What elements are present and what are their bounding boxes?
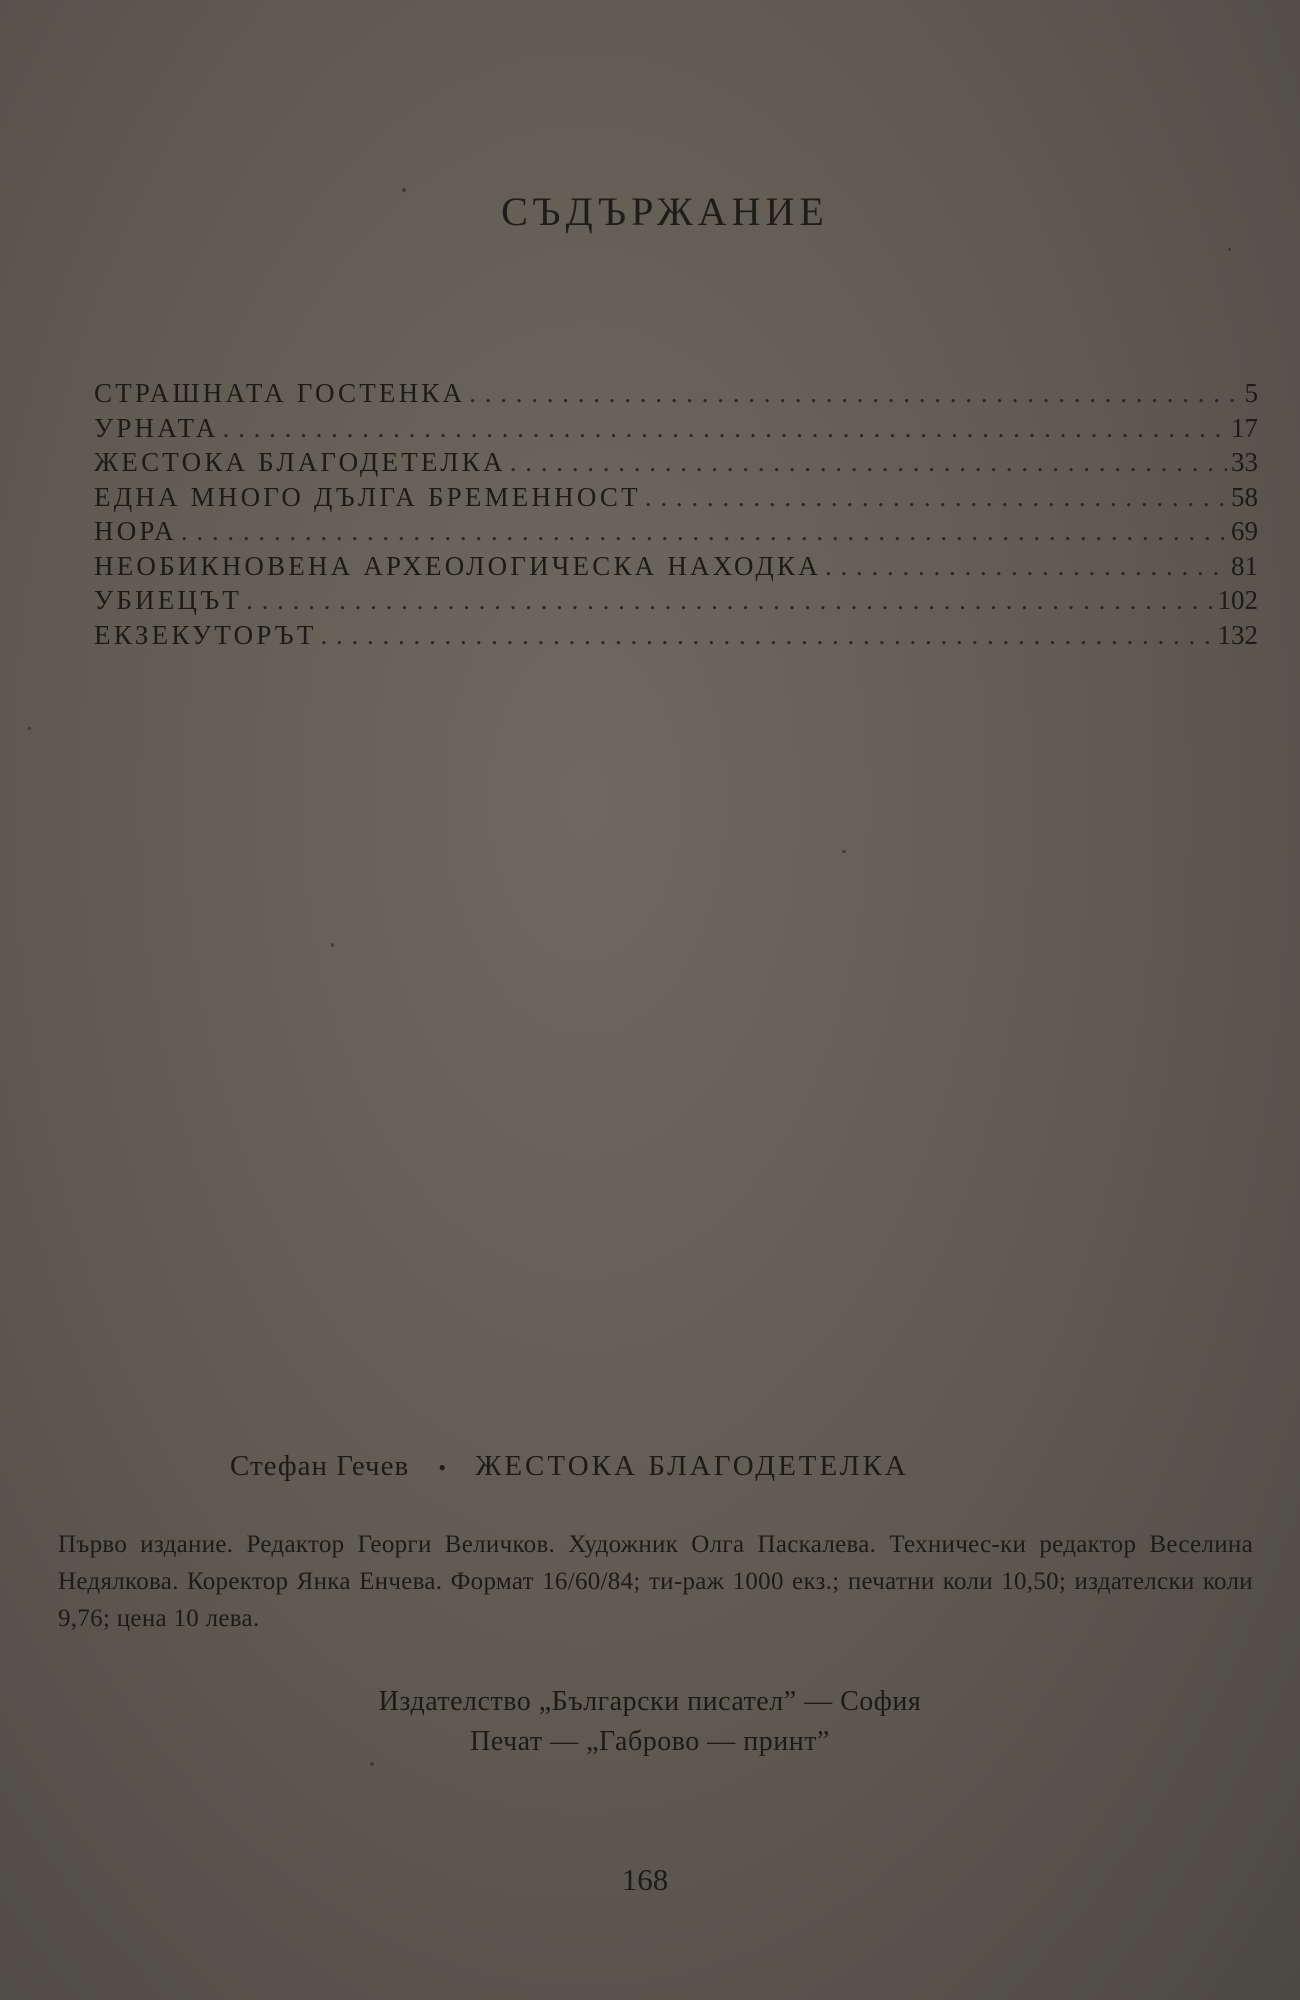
toc-entry [94, 551, 1258, 586]
toc-entry [94, 447, 1258, 482]
publisher-line: Издателство „Български писател” — София [378, 1686, 922, 1717]
dot-leader [223, 413, 1227, 444]
dot-leader [645, 482, 1227, 513]
imprint-details: Първо издание. Редактор Георги Величков. Художник Олга Паскалева. Техничес-ки редактор Веселина Недялкова. Коректор Янка Енчева. Формат 16/60/84; ти-раж 1000 екз.; печатни коли 10,50; издателски коли 9,76; цена 10 лева. [58, 1531, 1253, 1632]
toc-entry-title: ЕКЗЕКУТОРЪТ [94, 619, 317, 650]
toc-entry-page: 132 [1217, 619, 1258, 650]
toc-entry [94, 378, 1258, 413]
toc-entry-page: 33 [1231, 447, 1258, 477]
paper-speck [331, 943, 334, 947]
toc-entry-title: ЖЕСТОКА БЛАГОДЕТЕЛКА [94, 447, 506, 477]
dot-leader [181, 516, 1227, 547]
dot-leader [246, 585, 1213, 616]
book-title: ЖЕСТОКА БЛАГОДЕТЕЛКА [475, 1450, 909, 1482]
toc-entry-title: СТРАШНАТА ГОСТЕНКА [94, 378, 466, 408]
toc-entry [94, 482, 1258, 517]
dot-leader [469, 378, 1240, 409]
bullet-separator: • [438, 1455, 447, 1480]
toc-entry [94, 620, 1258, 655]
toc-entry-title: ЕДНА МНОГО ДЪЛГА БРЕМЕННОСТ [94, 481, 641, 512]
publisher-block [0, 1682, 1300, 1762]
paper-speck [1228, 248, 1231, 251]
dot-leader [825, 551, 1227, 582]
toc-entry-title: УРНАТА [94, 412, 219, 443]
paper-speck [402, 188, 406, 192]
toc-entry-page: 69 [1231, 516, 1258, 546]
toc-entry-page: 102 [1217, 585, 1258, 615]
page-number: 168 [621, 1862, 669, 1897]
toc-entry-page: 17 [1231, 412, 1258, 443]
toc-heading: СЪДЪРЖАНИЕ [501, 189, 829, 234]
paper-speck [370, 1762, 374, 1766]
printer-line: Печат — „Габрово — принт” [470, 1726, 830, 1757]
toc-entry [94, 585, 1258, 620]
toc-entry [94, 413, 1258, 448]
author-name: Стефан Гечев [230, 1450, 410, 1482]
toc-entry-page: 5 [1244, 378, 1258, 408]
toc-entry-title: УБИЕЦЪТ [94, 585, 243, 615]
toc-entry-page: 81 [1231, 550, 1258, 581]
toc-entry-title: НЕОБИКНОВЕНА АРХЕОЛОГИЧЕСКА НАХОДКА [94, 550, 821, 581]
dot-leader [321, 620, 1214, 651]
toc-entry-title: НОРА [94, 516, 177, 546]
table-of-contents [94, 378, 1258, 654]
dot-leader [510, 447, 1227, 478]
paper-speck [842, 850, 846, 853]
toc-entry [94, 516, 1258, 551]
toc-entry-page: 58 [1231, 481, 1258, 512]
paper-speck [28, 727, 31, 730]
imprint-heading [230, 1450, 909, 1483]
